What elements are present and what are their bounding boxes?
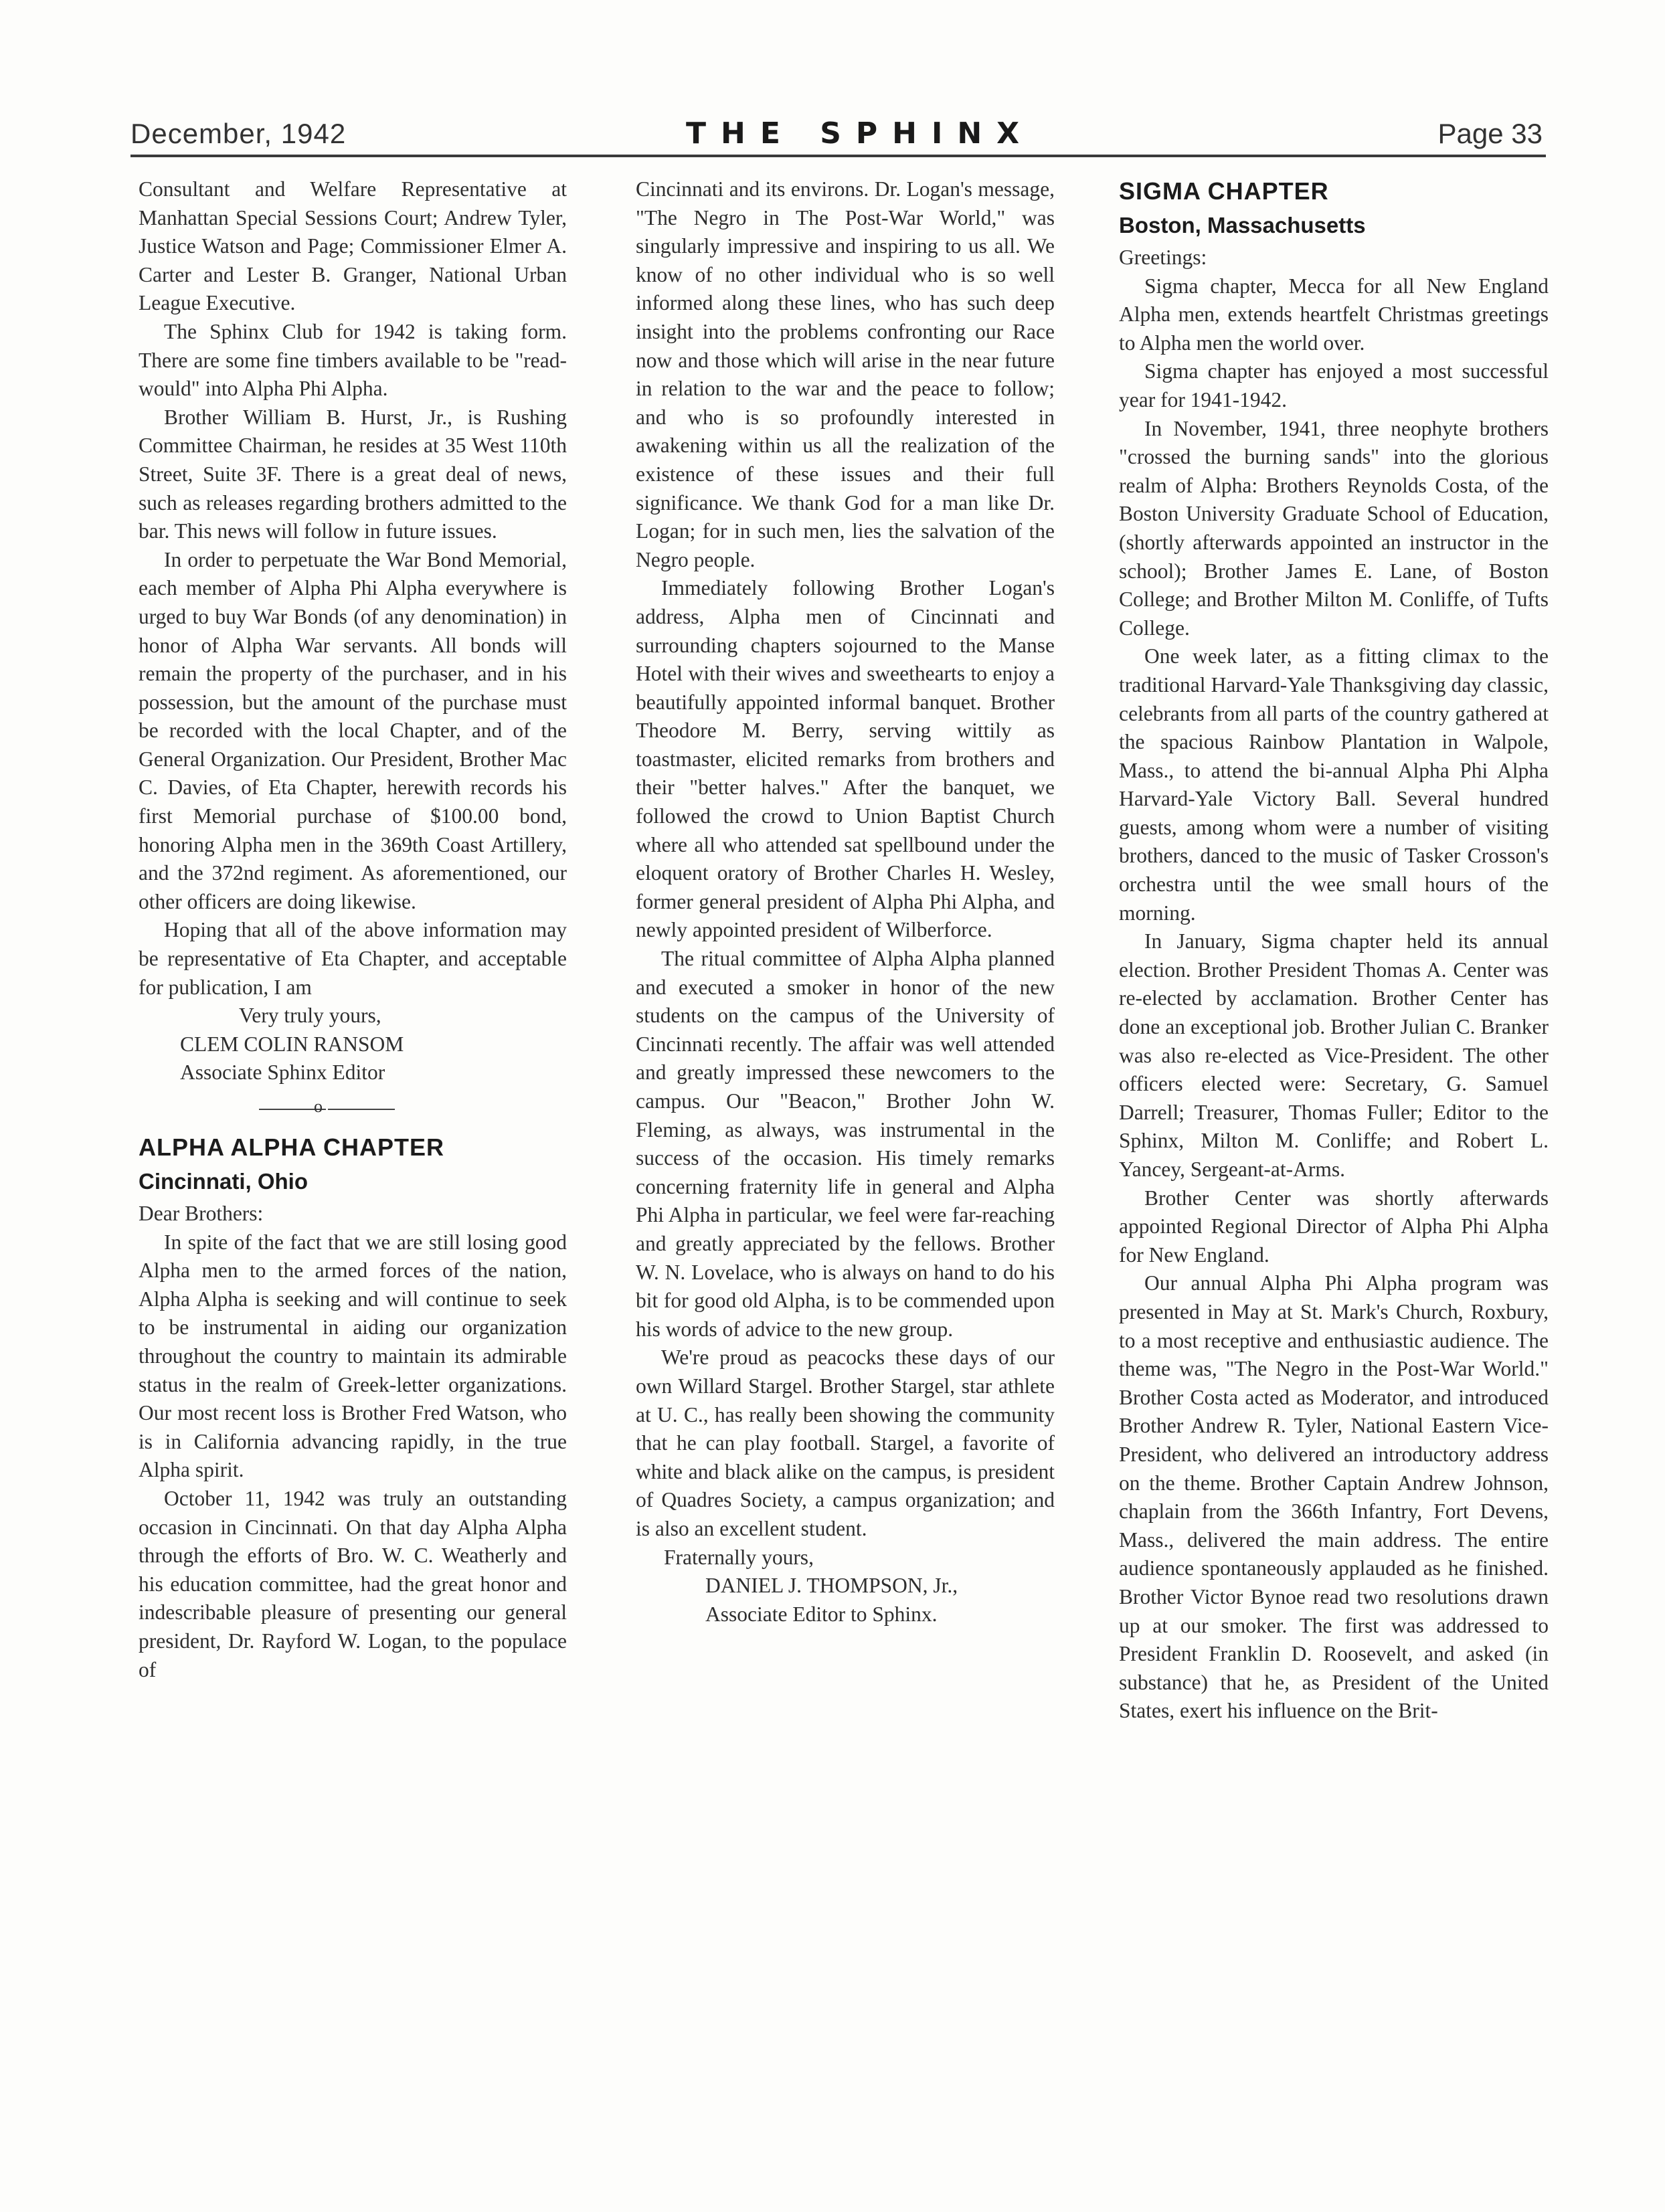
continued-paragraph: Cincinnati and its environs. Dr. Logan's message, "The Negro in The Post-War World," was singularly impressive and inspiring to us all. We know of no other individual who is so well informed along these lines, who has such deep insight into the problems confronting our Race now and those which will arise in the near future in relation to the war and the peace to follow; and who is so profoundly interested in awakening within us all the realization of the existence of these issues and their full significance. We thank God for a man like Dr. Logan; for in such men, lies the salvation of the Negro people. (636, 177, 1055, 571)
hurst-paragraph: Brother William B. Hurst, Jr., is Rushing Committee Chairman, he resides at 35 West 110th Street, Suite 3F. There is a great deal of news, such as releases regarding brothers admitted to the bar. This news will follow in future issues. (139, 405, 567, 543)
sphinx-club-paragraph: The Sphinx Club for 1942 is taking form. There are some fine timbers available to be "read-would" into Alpha Phi Alpha. (139, 319, 567, 401)
one-week-paragraph: One week later, as a fitting climax to the traditional Harvard-Yale Thanksgiving day classic, celebrants from all parts of the country gathered at the spacious Rainbow Plantation in Walpole, Mass., to attend the bi-annual Alpha Phi Alpha Harvard-Yale Victory Ball. Several hundred guests, among whom were a number of visiting brothers, danced to the music of Tasker Crosson's orchestra until the wee small hours of the morning. (1119, 644, 1549, 925)
annual-program-paragraph: Our annual Alpha Phi Alpha program was presented in May at St. Mark's Church, Roxbury, to a most receptive and enthusiastic audience. The theme was, "The Negro in the Post-War World." Brother Costa acted as Moderator, and introduced Brother Andrew R. Tyler, National Eastern Vice-President, who delivered an introductory address on the theme. Brother Captain Andrew Johnson, chaplain from the 366th Infantry, Fort Devens, Mass., delivered the main address. The entire audience spontaneously applauded as he finished. Brother Victor Bynoe read two resolutions drawn up at our smoker. The first was addressed to President Franklin D. Roosevelt, and asked (in substance) that he, as President of the United States, exert his influence on the Brit- (1119, 1271, 1549, 1723)
chapter-city: Boston, Massachusetts (1119, 213, 1366, 238)
january-paragraph: In January, Sigma chapter held its annual election. Brother President Thomas A. Center was re-elected by acclamation. Brother Center has done an exceptional job. Brother Julian C. Branker was also re-elected as Vice-President. The other officers elected were: Secretary, G. Samuel Darrell; Treasurer, Thomas Fuller; Editor to the Sphinx, Milton M. Conliffe; and Robert L. Yancey, Sergeant-at-Arms. (1119, 929, 1549, 1181)
magazine-title: THE SPHINX (686, 116, 1035, 151)
page-number: Page 33 (1437, 118, 1543, 149)
signer-name: DANIEL J. THOMPSON, Jr., (705, 1574, 958, 1598)
signer-title: Associate Sphinx Editor (180, 1061, 385, 1085)
divider-line-right (328, 1109, 395, 1110)
left-column (139, 175, 567, 1684)
hoping-paragraph: Hoping that all of the above information may be representative of Eta Chapter, and acceptable for publication, I am (139, 918, 567, 999)
spite-paragraph: In spite of the fact that we are still losing good Alpha men to the armed forces of the nation, Alpha Alpha is seeking and will continue to seek to be instrumental in aiding our organization throughout the country to maintain its admirable status in the realm of Greek-letter organizations. Our most recent loss is Brother Fred Watson, who is in California advancing rapidly, in the true Alpha spirit. (139, 1230, 567, 1482)
mecca-paragraph: Sigma chapter, Mecca for all New England Alpha men, extends heartfelt Christmas greetings to Alpha men the world over. (1119, 274, 1549, 355)
signer-title: Associate Editor to Sphinx. (705, 1602, 938, 1626)
closing-salutation: Fraternally yours, (664, 1545, 814, 1569)
october-paragraph: October 11, 1942 was truly an outstanding occasion in Cincinnati. On that day Alpha Alpha through the efforts of Bro. W. C. Weatherly and his education committee, had the great honor and indescribable pleasure of presenting our general president, Dr. Rayford W. Logan, to the populace of (139, 1486, 567, 1681)
issue-date: December, 1942 (130, 118, 347, 149)
divider-mark: o (314, 1097, 323, 1116)
proud-paragraph: We're proud as peacocks these days of our own Willard Stargel. Brother Stargel, star athlete at U. C., has really been showing the community that he can play football. Stargel, a favorite of white and black alike on the campus, is president of Quadres Society, a campus organization; and is also an excellent student. (636, 1346, 1055, 1540)
chapter-heading: SIGMA CHAPTER (1119, 177, 1329, 205)
greeting: Dear Brothers: (139, 1202, 264, 1225)
section-divider (139, 1093, 567, 1126)
header-rule (130, 155, 1546, 157)
shortly-paragraph: Brother Center was shortly afterwards appointed Regional Director of Alpha Phi Alpha for New England. (1119, 1186, 1549, 1267)
november-paragraph: In November, 1941, three neophyte brothers "crossed the burning sands" into the glorious realm of Alpha: Brothers Reynolds Costa, of the Boston University Graduate School of Education, (shortly afterwards appointed an instructor in the school); Brother James E. Lane, of Boston College; and Brother Milton M. Conliffe, of Tufts College. (1119, 416, 1549, 640)
intro-paragraph: Consultant and Welfare Representative at Manhattan Special Sessions Court; Andrew Tyler, Justice Watson and Page; Commissioner Elmer A. Carter and Lester B. Granger, National Urban League Executive. (139, 177, 567, 315)
war-bond-paragraph: In order to perpetuate the War Bond Memorial, each member of Alpha Phi Alpha everywhere is urged to buy War Bonds (of any denomination) in honor of Alpha War servants. All bonds will remain the property of the purchaser, and in his possession, but the amount of the purchase must be recorded with the local Chapter, and of the General Organization. Our President, Brother Mac C. Davies, of Eta Chapter, herewith records his first Memorial purchase of $100.00 bond, honoring Alpha men in the 369th Coast Artillery, and the 372nd regiment. As aforementioned, our other officers are doing likewise. (139, 547, 567, 913)
greeting: Greetings: (1119, 246, 1207, 269)
ritual-paragraph: The ritual committee of Alpha Alpha planned and executed a smoker in honor of the new students on the campus of the University of Cincinnati recently. The affair was well attended and greatly impressed these newcomers to the campus. Our "Beacon," Brother John W. Fleming, as always, was instrumental in the success of the occasion. His timely remarks concerning fraternity life in general and Alpha Phi Alpha in particular, we feel were far-reaching and greatly appreciated by the fellows. Brother W. N. Lovelace, who is always on hand to do his bit for good old Alpha, is to be commended upon his words of advice to the new group. (636, 947, 1055, 1341)
chapter-city: Cincinnati, Ohio (139, 1169, 308, 1194)
right-column (1119, 175, 1549, 1726)
closing-salutation: Very truly yours, (239, 1004, 381, 1028)
enjoyed-paragraph: Sigma chapter has enjoyed a most successful year for 1941-1942. (1119, 359, 1549, 411)
signer-name: CLEM COLIN RANSOM (180, 1032, 404, 1056)
page-header (130, 118, 1543, 158)
immediately-paragraph: Immediately following Brother Logan's address, Alpha men of Cincinnati and surrounding chapters sojourned to the Manse Hotel with their wives and sweethearts to enjoy a beautifully appointed informal banquet. Brother Theodore M. Berry, serving wittily as toastmaster, elicited remarks from brothers and their "better halves." After the banquet, we followed the crowd to Union Baptist Church where all who attended sat spellbound under the eloquent oratory of Brother Charles H. Wesley, former general president of Alpha Phi Alpha, and newly appointed president of Wilberforce. (636, 576, 1055, 942)
middle-column (636, 175, 1055, 1629)
chapter-heading: ALPHA ALPHA CHAPTER (139, 1133, 444, 1161)
